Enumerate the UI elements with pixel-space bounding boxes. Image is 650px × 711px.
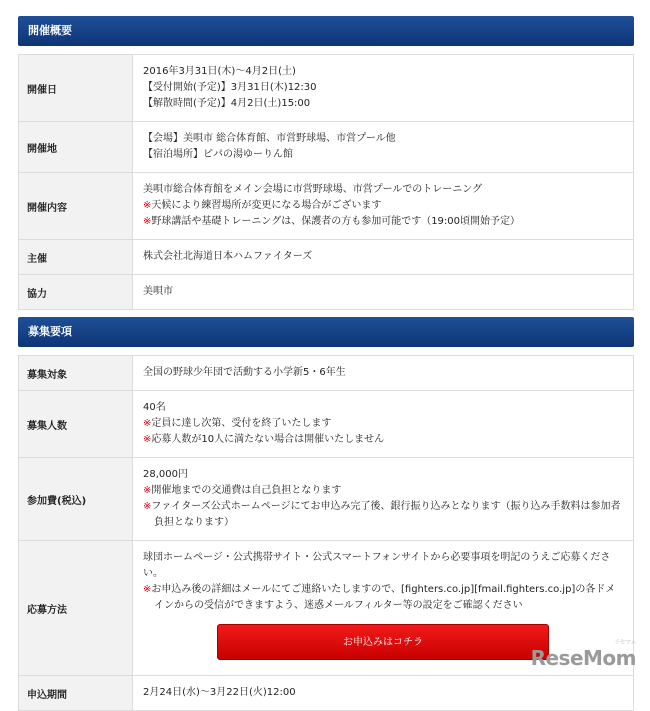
watermark-subtext: リセマム xyxy=(614,639,636,646)
row-value xyxy=(133,391,634,458)
row-value xyxy=(133,275,634,310)
value-line: 40名 xyxy=(143,402,166,413)
row-label: 募集対象 xyxy=(19,356,133,391)
section-title: 募集要項 xyxy=(28,325,72,338)
table-row xyxy=(19,122,634,173)
note-line: ※定員に達し次第、受付を終了いたします xyxy=(143,418,332,429)
value-line: 美唄市 xyxy=(143,286,173,297)
overview-table xyxy=(18,54,634,310)
row-value xyxy=(133,356,634,391)
value-line: 美唄市総合体育館をメイン会場に市営野球場、市営プールでのトレーニング xyxy=(143,184,483,195)
row-label: 主催 xyxy=(19,240,133,275)
row-label: 参加費(税込) xyxy=(19,458,133,541)
table-row xyxy=(19,55,634,122)
value-line: 【解散時間(予定)】4月2日(土)15:00 xyxy=(143,98,311,109)
section-header-recruitment xyxy=(18,317,634,347)
section-header-overview xyxy=(18,16,634,46)
table-row xyxy=(19,240,634,275)
row-value xyxy=(133,173,634,240)
row-value xyxy=(133,458,634,541)
note-line: ※天候により練習場所が変更になる場合がございます xyxy=(143,200,382,211)
table-row xyxy=(19,275,634,310)
watermark-text: ReseMom xyxy=(530,646,636,670)
apply-button[interactable]: お申込みはコチラ xyxy=(217,624,549,660)
value-line: 全国の野球少年団で活動する小学新5・6年生 xyxy=(143,367,346,378)
value-line: 【宿泊場所】ピパの湯ゆーりん館 xyxy=(143,149,293,160)
row-value xyxy=(133,240,634,275)
value-line: 球団ホームページ・公式携帯サイト・公式スマートフォンサイトから必要事項を明記のうえご応募ください。 xyxy=(143,552,611,579)
value-line: 2016年3月31日(木)～4月2日(土) xyxy=(143,66,296,77)
row-label: 開催内容 xyxy=(19,173,133,240)
value-line: 28,000円 xyxy=(143,469,188,480)
note-line: ※ファイターズ公式ホームページにてお申込み完了後、銀行振り込みとなります（振り込み手数料は参加者負担となります） xyxy=(143,501,621,528)
note-mark: ※ xyxy=(143,501,152,512)
row-label: 申込期間 xyxy=(19,676,133,711)
watermark-logo xyxy=(530,639,636,670)
note-mark: ※ xyxy=(143,216,152,227)
table-row xyxy=(19,391,634,458)
row-label: 協力 xyxy=(19,275,133,310)
value-line: 【会場】美唄市 総合体育館、市営野球場、市営プール他 xyxy=(143,133,396,144)
note-mark: ※ xyxy=(143,485,152,496)
value-line: 2月24日(水)～3月22日(火)12:00 xyxy=(143,687,296,698)
value-line: 【受付開始(予定)】3月31日(木)12:30 xyxy=(143,82,317,93)
row-label: 開催地 xyxy=(19,122,133,173)
note-mark: ※ xyxy=(143,418,152,429)
row-label: 開催日 xyxy=(19,55,133,122)
row-value xyxy=(133,55,634,122)
table-row xyxy=(19,356,634,391)
row-value xyxy=(133,122,634,173)
row-value xyxy=(133,676,634,711)
note-line: ※応募人数が10人に満たない場合は開催いたしません xyxy=(143,434,385,445)
note-mark: ※ xyxy=(143,434,152,445)
row-label: 応募方法 xyxy=(19,541,133,676)
row-label: 募集人数 xyxy=(19,391,133,458)
table-row xyxy=(19,676,634,711)
note-mark: ※ xyxy=(143,200,152,211)
note-mark: ※ xyxy=(143,584,152,595)
table-row xyxy=(19,173,634,240)
section-title: 開催概要 xyxy=(28,24,72,37)
note-line: ※野球講話や基礎トレーニングは、保護者の方も参加可能です（19:00頃開始予定） xyxy=(143,216,521,227)
value-line: 株式会社北海道日本ハムファイターズ xyxy=(143,251,313,262)
note-line: ※お申込み後の詳細はメールにてご連絡いたしますので、[fighters.co.jp][fmail.fighters.co.jp]の各ドメインからの受信ができますよう、迷惑メールフィルター等の設定をご確認ください xyxy=(143,584,616,611)
note-line: ※開催地までの交通費は自己負担となります xyxy=(143,485,342,496)
table-row xyxy=(19,458,634,541)
